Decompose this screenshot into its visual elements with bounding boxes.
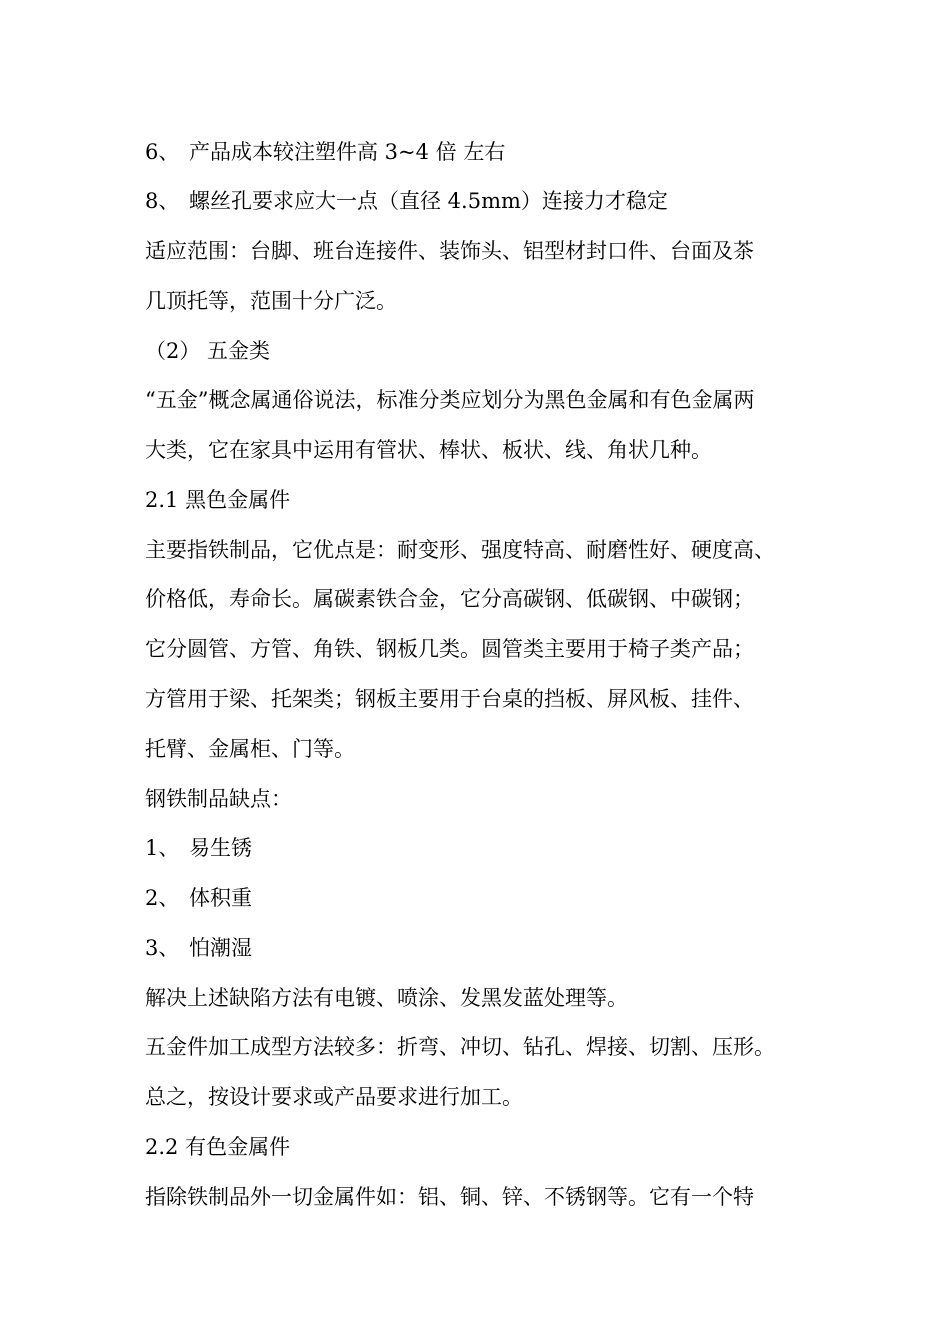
list-text: 易生锈	[189, 836, 252, 860]
paragraph-line: 它分圆管、方管、角铁、钢板几类。圆管类主要用于椅子类产品；	[145, 637, 754, 661]
section-heading: （2） 五金类	[145, 339, 271, 363]
paragraph-line: 五金件加工成型方法较多：折弯、冲切、钻孔、焊接、切割、压形。	[145, 1035, 775, 1059]
list-number: 3、	[145, 936, 180, 960]
paragraph-line: 总之，按设计要求或产品要求进行加工。	[145, 1085, 523, 1109]
paragraph-line: 钢铁制品缺点：	[145, 787, 292, 811]
paragraph-line: 解决上述缺陷方法有电镀、喷涂、发黑发蓝处理等。	[145, 986, 628, 1010]
list-text: 产品成本较注塑件高 3~4 倍 左右	[189, 140, 506, 164]
paragraph-line: 指除铁制品外一切金属件如：铝、铜、锌、不锈钢等。它有一个特	[145, 1185, 754, 1209]
paragraph-line: 价格低，寿命长。属碳素铁合金，它分高碳钢、低碳钢、中碳钢；	[145, 587, 754, 611]
list-number: 8、	[145, 189, 180, 213]
list-number: 6、	[145, 140, 180, 164]
paragraph-line: “五金”概念属通俗说法，标准分类应划分为黑色金属和有色金属两	[145, 388, 755, 412]
list-item-3	[145, 933, 835, 963]
subsection-heading: 2.2 有色金属件	[145, 1135, 291, 1159]
subsection-heading: 2.1 黑色金属件	[145, 488, 291, 512]
paragraph-line: 主要指铁制品，它优点是：耐变形、强度特高、耐磨性好、硬度高、	[145, 538, 775, 562]
list-number: 1、	[145, 836, 180, 860]
list-number: 2、	[145, 886, 180, 910]
list-item-8	[145, 186, 835, 216]
paragraph-line: 几顶托等，范围十分广泛。	[145, 289, 397, 313]
paragraph-line: 大类，它在家具中运用有管状、棒状、板状、线、角状几种。	[145, 438, 712, 462]
list-text: 怕潮湿	[189, 936, 252, 960]
paragraph-line: 方管用于梁、托架类；钢板主要用于台桌的挡板、屏风板、挂件、	[145, 687, 754, 711]
paragraph-line: 托臂、金属柜、门等。	[145, 737, 355, 761]
paragraph-line: 适应范围：台脚、班台连接件、装饰头、铝型材封口件、台面及茶	[145, 239, 754, 263]
list-text: 螺丝孔要求应大一点（直径 4.5mm）连接力才稳定	[189, 189, 668, 213]
list-item-1	[145, 833, 835, 863]
list-text: 体积重	[189, 886, 252, 910]
list-item-6	[145, 137, 835, 167]
list-item-2	[145, 883, 835, 913]
